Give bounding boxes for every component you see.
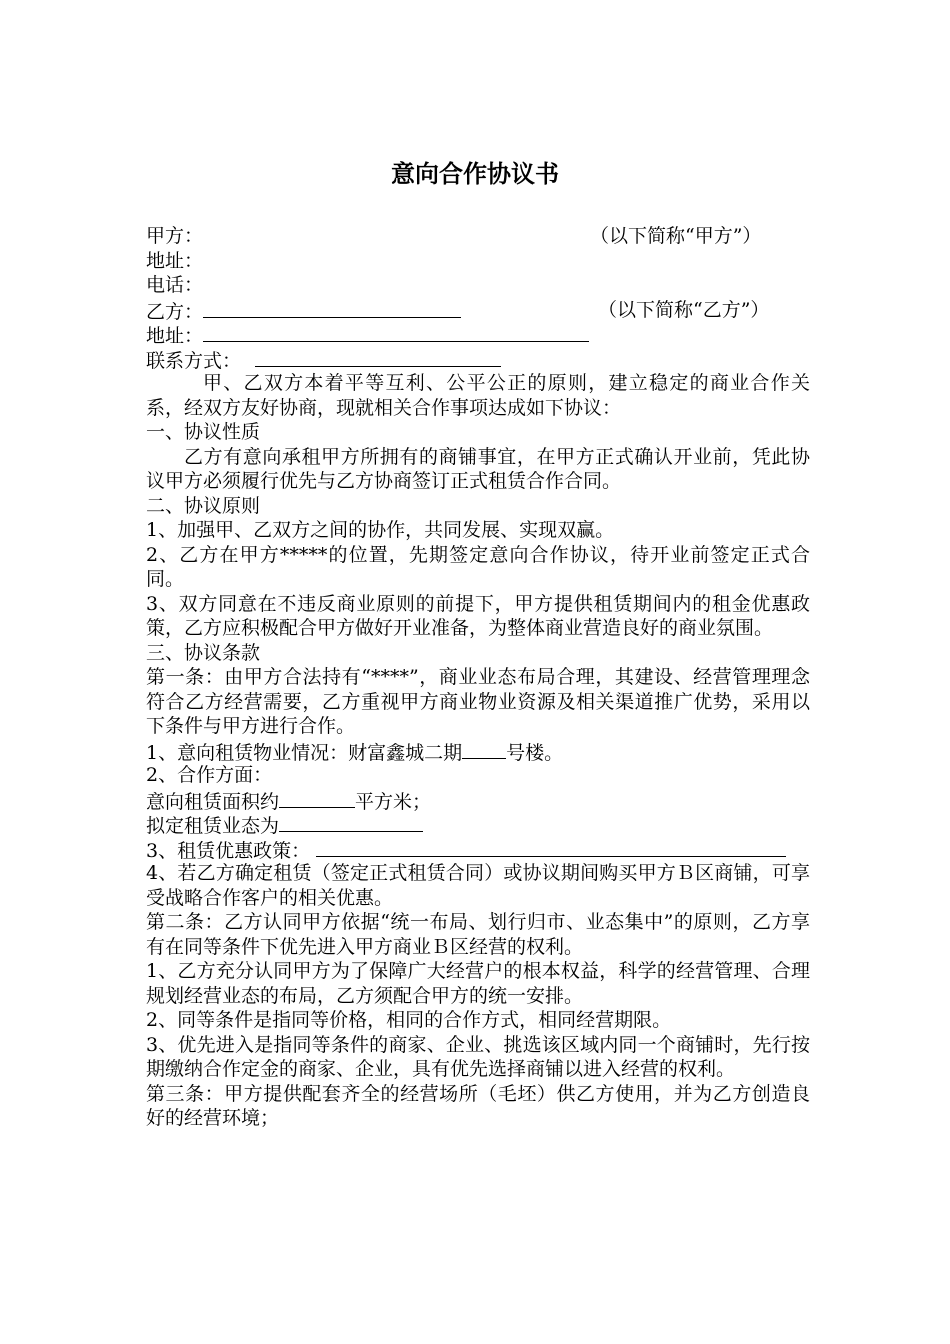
- article1-item1-pre: 1、意向租赁物业情况：财富鑫城二期: [146, 741, 463, 764]
- party-a-note: （以下简称“甲方”）: [590, 225, 762, 247]
- article1-item2: 2、合作方面：: [146, 764, 273, 786]
- intro-paragraph: 甲、乙双方本着平等互利、公平公正的原则，建立稳定的商业合作关系，经双方友好协商，现就相关合作事项达成如下协议：: [146, 372, 810, 419]
- section2-item1: 1、加强甲、乙双方之间的协作，共同发展、实现双赢。: [146, 519, 615, 541]
- article1-area-post: 平方米；: [355, 790, 432, 813]
- business-blank: [279, 812, 423, 832]
- party-b-address-label: 地址：: [146, 325, 204, 347]
- party-a-address: 地址：: [146, 249, 204, 272]
- article1-area: [146, 788, 810, 813]
- article2-item3: 3、优先进入是指同等条件的商家、企业、挑选该区域内同一个商铺时，先行按期缴纳合作定金的商家、企业，具有优先选择商铺以进入经营的权利。: [146, 1033, 810, 1080]
- party-b-blank: [203, 298, 461, 318]
- document-title: 意向合作协议书: [391, 160, 559, 188]
- party-b-label: 乙方：: [146, 300, 204, 323]
- article1-item4: 4、若乙方确定租赁（签定正式租赁合同）或协议期间购买甲方Ｂ区商铺，可享受战略合作客户的相关优惠。: [146, 862, 810, 909]
- document-body: [146, 224, 810, 1131]
- section1-text: 乙方有意向承租甲方所拥有的商铺事宜，在甲方正式确认开业前，凭此协议甲方必须履行优先与乙方协商签订正式租赁合作合同。: [146, 445, 810, 492]
- party-a-label: 甲方：: [146, 225, 204, 247]
- article1-item3: [146, 837, 810, 862]
- article1-item1: [146, 739, 810, 764]
- party-b-address-line: [146, 322, 810, 347]
- article1-item1-post: 号楼。: [506, 741, 564, 764]
- party-b-contact-line: [146, 347, 810, 372]
- article1-business-label: 拟定租赁业态为: [146, 815, 280, 837]
- article1-business: [146, 812, 810, 837]
- section3-heading: 三、协议条款: [146, 641, 261, 664]
- building-number-blank: [462, 739, 506, 759]
- section1-heading: 一、协议性质: [146, 421, 261, 443]
- article2-item1: 1、乙方充分认同甲方为了保障广大经营户的根本权益，科学的经营管理、合理规划经营业态的布局，乙方须配合甲方的统一安排。: [146, 960, 810, 1007]
- article1-area-pre: 意向租赁面积约: [146, 790, 280, 813]
- party-b-line: [146, 298, 810, 323]
- article1-text: 第一条：由甲方合法持有“****”，商业业态布局合理，其建设、经营管理理念符合乙方经营需要，乙方重视甲方商业物业资源及相关渠道推广优势，采用以下条件与甲方进行合作。: [146, 666, 810, 737]
- party-b-contact-label: 联系方式：: [146, 349, 242, 372]
- article3-text: 第三条：甲方提供配套齐全的经营场所（毛坯）供乙方使用，并为乙方创造良好的经营环境；: [146, 1082, 810, 1129]
- party-b-address-blank: [203, 322, 589, 342]
- party-b-contact-blank: [255, 347, 501, 367]
- party-a-line: [146, 224, 810, 249]
- policy-blank: [316, 837, 786, 857]
- party-b-note: （以下简称“乙方”）: [598, 298, 770, 321]
- party-a-phone: 电话：: [146, 274, 204, 296]
- article1-item3-label: 3、租赁优惠政策：: [146, 839, 311, 862]
- section2-item2: 2、乙方在甲方*****的位置，先期签定意向合作协议，待开业前签定正式合同。: [146, 543, 810, 590]
- area-blank: [279, 788, 355, 808]
- article2-item2: 2、同等条件是指同等价格，相同的合作方式，相同经营期限。: [146, 1009, 672, 1031]
- article2-text: 第二条：乙方认同甲方依据“统一布局、划行归市、业态集中”的原则，乙方享有在同等条件下优先进入甲方商业Ｂ区经营的权利。: [146, 911, 810, 958]
- section2-heading: 二、协议原则: [146, 494, 261, 517]
- section2-item3: 3、双方同意在不违反商业原则的前提下，甲方提供租赁期间内的租金优惠政策，乙方应积极配合甲方做好开业准备，为整体商业营造良好的商业氛围。: [146, 592, 810, 639]
